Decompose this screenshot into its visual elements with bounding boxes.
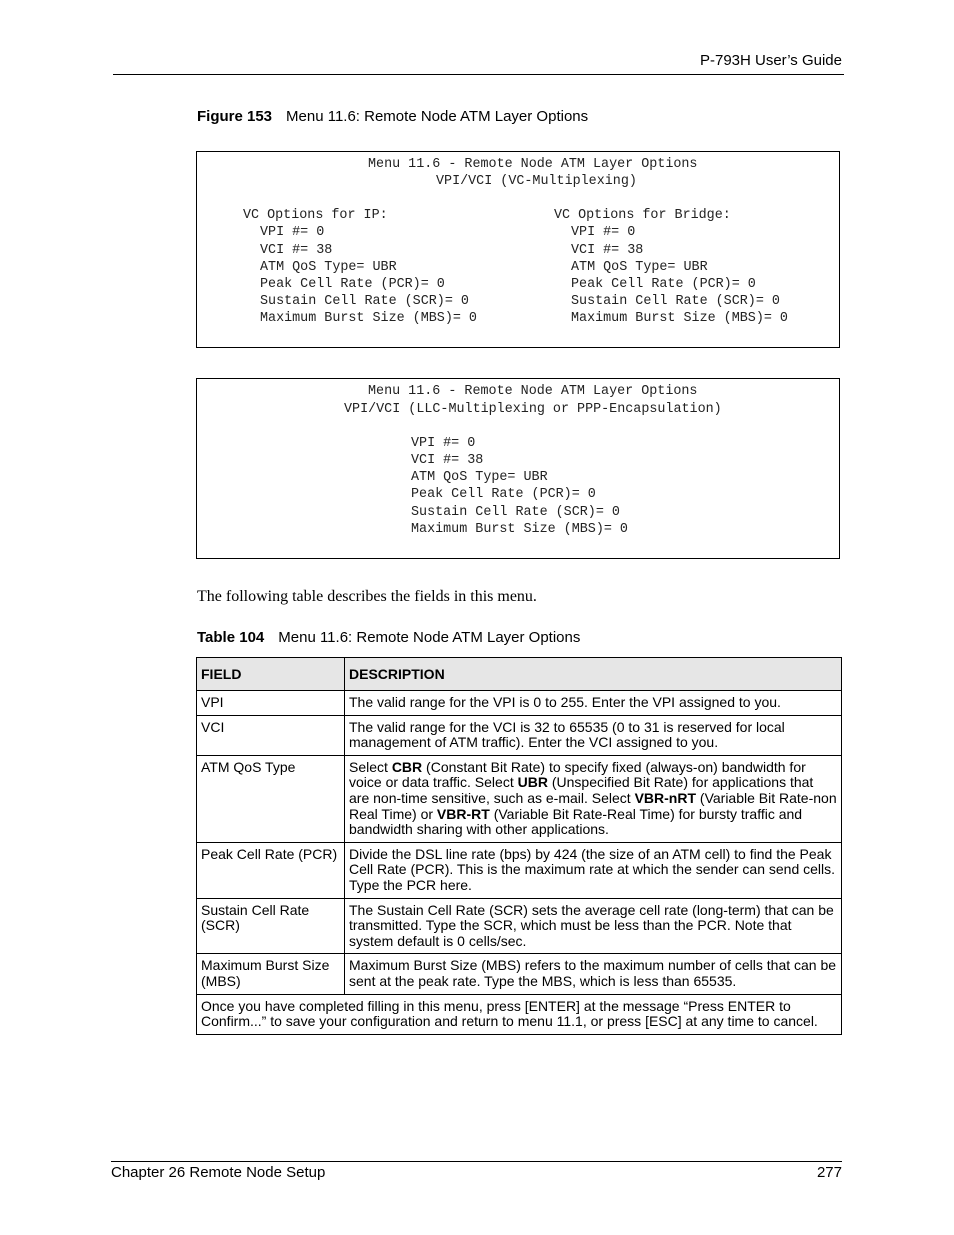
table-row <box>197 755 842 842</box>
menu-screen-llc-mux <box>196 378 840 559</box>
row-description: The valid range for the VPI is 0 to 255. Enter the VPI assigned to you. <box>345 691 842 716</box>
ip-mbs: Maximum Burst Size (MBS)= 0 <box>260 311 477 326</box>
ip-vci: VCI #= 38 <box>260 243 333 258</box>
screen-title: Menu 11.6 - Remote Node ATM Layer Options <box>368 384 698 399</box>
vci-line: VCI #= 38 <box>411 453 484 468</box>
desc-text: (Constant Bit Rate) to specify fixed (always-on) bandwidth for voice or data traffic. Select <box>349 758 806 791</box>
ip-options-heading: VC Options for IP: <box>243 208 388 223</box>
table-title: Menu 11.6: Remote Node ATM Layer Options <box>278 629 581 646</box>
table-label: Table 104 <box>197 629 265 646</box>
header-description: DESCRIPTION <box>345 658 842 691</box>
row-description: Divide the DSL line rate (bps) by 424 (the size of an ATM cell) to find the Peak Cell Rate (PCR). This is the maximum rate at which the sender can send cells. Type the PCR here. <box>345 842 842 898</box>
mbs-line: Maximum Burst Size (MBS)= 0 <box>411 522 628 537</box>
bridge-options-heading: VC Options for Bridge: <box>554 208 731 223</box>
row-field: VPI <box>197 691 345 716</box>
field-description-table <box>196 657 842 1035</box>
table-row <box>197 954 842 994</box>
bridge-mbs: Maximum Burst Size (MBS)= 0 <box>571 311 788 326</box>
figure-label: Figure 153 <box>197 108 273 125</box>
page-footer <box>111 1161 842 1181</box>
row-field: Peak Cell Rate (PCR) <box>197 842 345 898</box>
row-description: The Sustain Cell Rate (SCR) sets the average cell rate (long-term) that can be transmitted. Type the SCR, which must be less than the PCR. Note that system default is 0 cells/sec. <box>345 898 842 954</box>
table-row <box>197 842 842 898</box>
table-row <box>197 715 842 755</box>
table-row <box>197 691 842 716</box>
desc-keyword: CBR <box>391 758 423 775</box>
row-field: Maximum Burst Size (MBS) <box>197 954 345 994</box>
desc-text: (Variable Bit Rate-non Real Time) or <box>349 789 837 822</box>
header-field: FIELD <box>197 658 345 691</box>
vpi-line: VPI #= 0 <box>411 436 476 451</box>
bridge-scr: Sustain Cell Rate (SCR)= 0 <box>571 294 780 309</box>
bridge-vpi: VPI #= 0 <box>571 225 636 240</box>
row-description: Maximum Burst Size (MBS) refers to the maximum number of cells that can be sent at the peak rate. Type the MBS, which is less than 65535. <box>345 954 842 994</box>
page-header <box>113 52 844 75</box>
bridge-qos-type: ATM QoS Type= UBR <box>571 260 708 275</box>
figure-caption <box>197 108 588 125</box>
row-description <box>345 755 842 842</box>
figure-title: Menu 11.6: Remote Node ATM Layer Options <box>286 108 589 125</box>
table-header-row <box>197 658 842 691</box>
table-footer-row <box>197 994 842 1034</box>
desc-text: Select <box>349 758 392 775</box>
scr-line: Sustain Cell Rate (SCR)= 0 <box>411 505 620 520</box>
table-row <box>197 898 842 954</box>
desc-text: (Unspecified Bit Rate) for applications that are non-time sensitive, such as e-mail. Select <box>349 774 814 806</box>
chapter-title: Chapter 26 Remote Node Setup <box>111 1164 326 1181</box>
row-field: VCI <box>197 715 345 755</box>
table-caption <box>197 629 580 646</box>
menu-screen-vc-mux <box>196 151 840 348</box>
desc-keyword: VBR-nRT <box>634 789 697 806</box>
bridge-vci: VCI #= 38 <box>571 243 644 258</box>
ip-scr: Sustain Cell Rate (SCR)= 0 <box>260 294 469 309</box>
guide-title: P-793H User’s Guide <box>699 52 842 69</box>
row-field: ATM QoS Type <box>197 755 345 842</box>
desc-keyword: VBR-RT <box>436 805 490 822</box>
screen-title: Menu 11.6 - Remote Node ATM Layer Options <box>368 157 698 172</box>
page-number: 277 <box>816 1164 842 1181</box>
ip-qos-type: ATM QoS Type= UBR <box>260 260 397 275</box>
desc-keyword: UBR <box>517 774 548 791</box>
ip-pcr: Peak Cell Rate (PCR)= 0 <box>260 277 445 292</box>
table-footer-note: Once you have completed filling in this menu, press [ENTER] at the message “Press ENTER to Confirm...” to save your configuration and return to menu 11.1, or press [ESC] at any time to cancel. <box>197 994 842 1034</box>
intro-paragraph: The following table describes the fields in this menu. <box>197 588 537 605</box>
bridge-pcr: Peak Cell Rate (PCR)= 0 <box>571 277 756 292</box>
ip-vpi: VPI #= 0 <box>260 225 325 240</box>
screen-subtitle: VPI/VCI (VC-Multiplexing) <box>436 174 637 189</box>
desc-text: (Variable Bit Rate-Real Time) for bursty traffic and bandwidth sharing with other applications. <box>349 805 803 838</box>
pcr-line: Peak Cell Rate (PCR)= 0 <box>411 487 596 502</box>
screen-subtitle: VPI/VCI (LLC-Multiplexing or PPP-Encapsulation) <box>344 402 722 417</box>
row-description: The valid range for the VCI is 32 to 65535 (0 to 31 is reserved for local management of ATM traffic). Enter the VCI assigned to you. <box>345 715 842 755</box>
qos-type-line: ATM QoS Type= UBR <box>411 470 548 485</box>
row-field: Sustain Cell Rate (SCR) <box>197 898 345 954</box>
